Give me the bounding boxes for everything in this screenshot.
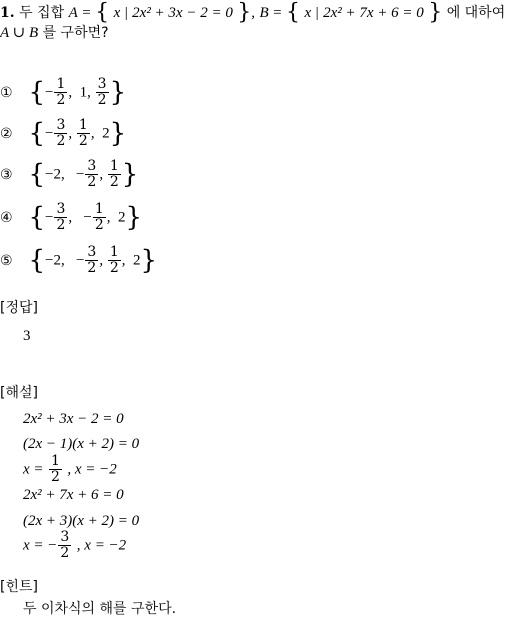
choice-2-label: ②	[0, 125, 13, 142]
problem-intro: 두 집합	[19, 5, 65, 21]
choice-3[interactable]: ③ {−2, − $\frac{3}{2}$ , $\frac{1}{2}$ }	[0, 158, 139, 190]
choice-5-label: ⑤	[0, 252, 13, 269]
hint-header: [힌트]	[0, 579, 38, 595]
solution-line-5: (2x + 3)(x + 2) = 0	[23, 513, 140, 529]
problem-question: 를 구하면?	[42, 25, 109, 41]
solution-header: [해설]	[0, 385, 38, 401]
choice-1-label: ①	[0, 84, 13, 101]
union-expression: A ∪ B	[0, 25, 39, 41]
problem-line-1: 1. 두 집합 A = { x | 2x² + 3x − 2 = 0 }, B = { x | 2x² + 7x + 6 = 0 } 에 대하여	[0, 0, 506, 25]
answer-header: [정답]	[0, 300, 38, 316]
choice-1[interactable]: ① {− $\frac{1}{2}$ , 1, $\frac{3}{2}$ }	[0, 76, 127, 108]
hint-text: 두 이차식의 해를 구한다.	[23, 601, 177, 617]
solution-line-6: x = − $\frac{3}{2}$ , x = −2	[23, 529, 127, 561]
set-a-name: A	[68, 5, 78, 21]
solution-line-1: 2x² + 3x − 2 = 0	[23, 411, 124, 427]
set-b-condition: 2x² + 7x + 6 = 0	[323, 5, 424, 21]
set-b-name: B	[259, 5, 269, 21]
choice-3-label: ③	[0, 166, 13, 183]
set-a-condition: 2x² + 3x − 2 = 0	[132, 5, 233, 21]
answer-value: 3	[23, 328, 31, 344]
solution-line-4: 2x² + 7x + 6 = 0	[23, 487, 124, 503]
choice-4[interactable]: ④ {− $\frac{3}{2}$ , − $\frac{1}{2}$ , 2}	[0, 201, 143, 233]
problem-line-2	[0, 24, 109, 42]
solution-line-2: (2x − 1)(x + 2) = 0	[23, 436, 140, 452]
solution-line-3: x = $\frac{1}{2}$ , x = −2	[23, 453, 117, 485]
choice-2[interactable]: ② {− $\frac{3}{2}$ , $\frac{1}{2}$ , 2}	[0, 117, 127, 149]
problem-tail: 에 대하여	[446, 5, 506, 21]
choice-4-label: ④	[0, 209, 13, 226]
problem-number: 1.	[0, 5, 15, 21]
choice-5[interactable]: ⑤ {−2, − $\frac{3}{2}$ , $\frac{1}{2}$ , 2}	[0, 244, 158, 276]
